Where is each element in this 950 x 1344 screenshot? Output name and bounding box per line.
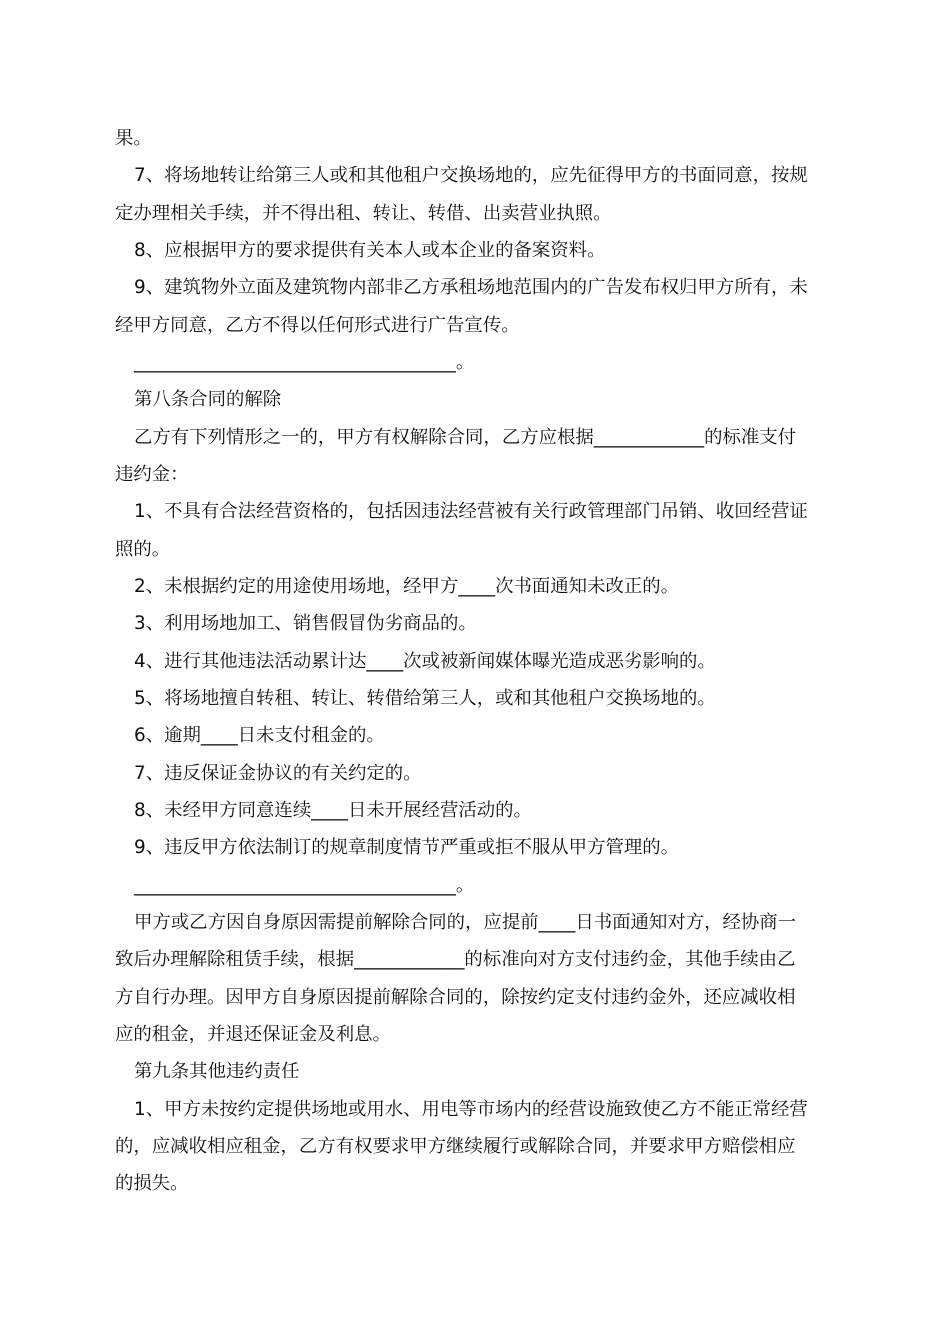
clause-7: 7、将场地转让给第三人或和其他租户交换场地的，应先征得甲方的书面同意，按规 <box>134 165 808 186</box>
list-item-7: 7、违反保证金协议的有关约定的。 <box>134 763 422 784</box>
list-item-5: 5、将场地擅自转租、转让、转借给第三人，或和其他租户交换场地的。 <box>134 688 716 709</box>
list-item-6: 6、逾期____日未支付租金的。 <box>134 725 385 746</box>
list-item-8: 8、未经甲方同意连续____日未开展经营活动的。 <box>134 800 532 821</box>
list-item-4: 4、进行其他违法活动累计达____次或被新闻媒体曝光造成恶劣影响的。 <box>134 651 716 672</box>
section-heading-9: 第九条其他违约责任 <box>134 1061 300 1082</box>
clause-8: 8、应根据甲方的要求提供有关本人或本企业的备案资料。 <box>134 240 606 261</box>
text-line: 果。 <box>115 128 152 149</box>
blank-line: ___________________________________。 <box>134 875 475 896</box>
clause-9: 9、建筑物外立面及建筑物内部非乙方承租场地范围内的广告发布权归甲方所有，未 <box>134 277 808 298</box>
text-line: 照的。 <box>115 539 171 560</box>
list-item-3: 3、利用场地加工、销售假冒伪劣商品的。 <box>134 613 477 634</box>
text-line: 致后办理解除租赁手续，根据____________的标准向对方支付违约金，其他手续由乙 <box>115 949 796 970</box>
blank-line: ___________________________________。 <box>134 352 475 373</box>
paragraph-start: 甲方或乙方因自身原因需提前解除合同的，应提前____日书面通知对方，经协商一 <box>134 912 797 933</box>
list-item-1: 1、不具有合法经营资格的，包括因违法经营被有关行政管理部门吊销、收回经营证 <box>134 501 808 522</box>
text-line: 方自行办理。因甲方自身原因提前解除合同的，除按约定支付违约金外，还应减收相 <box>115 987 796 1008</box>
paragraph-start: 乙方有下列情形之一的，甲方有权解除合同，乙方应根据____________的标准支付 <box>134 427 797 448</box>
text-line: 的损失。 <box>115 1173 189 1194</box>
text-line: 违约金： <box>115 464 189 485</box>
text-line: 定办理相关手续，并不得出租、转让、转借、出卖营业执照。 <box>115 203 612 224</box>
list-item-9: 9、违反甲方依法制订的规章制度情节严重或拒不服从甲方管理的。 <box>134 837 680 858</box>
text-line: 应的租金，并退还保证金及利息。 <box>115 1024 391 1045</box>
list-item-1: 1、甲方未按约定提供场地或用水、用电等市场内的经营设施致使乙方不能正常经营 <box>134 1099 808 1120</box>
text-line: 经甲方同意，乙方不得以任何形式进行广告宣传。 <box>115 315 520 336</box>
section-heading-8: 第八条合同的解除 <box>134 389 282 410</box>
list-item-2: 2、未根据约定的用途使用场地，经甲方____次书面通知未改正的。 <box>134 576 680 597</box>
text-line: 的，应减收相应租金，乙方有权要求甲方继续履行或解除合同，并要求甲方赔偿相应 <box>115 1136 796 1157</box>
